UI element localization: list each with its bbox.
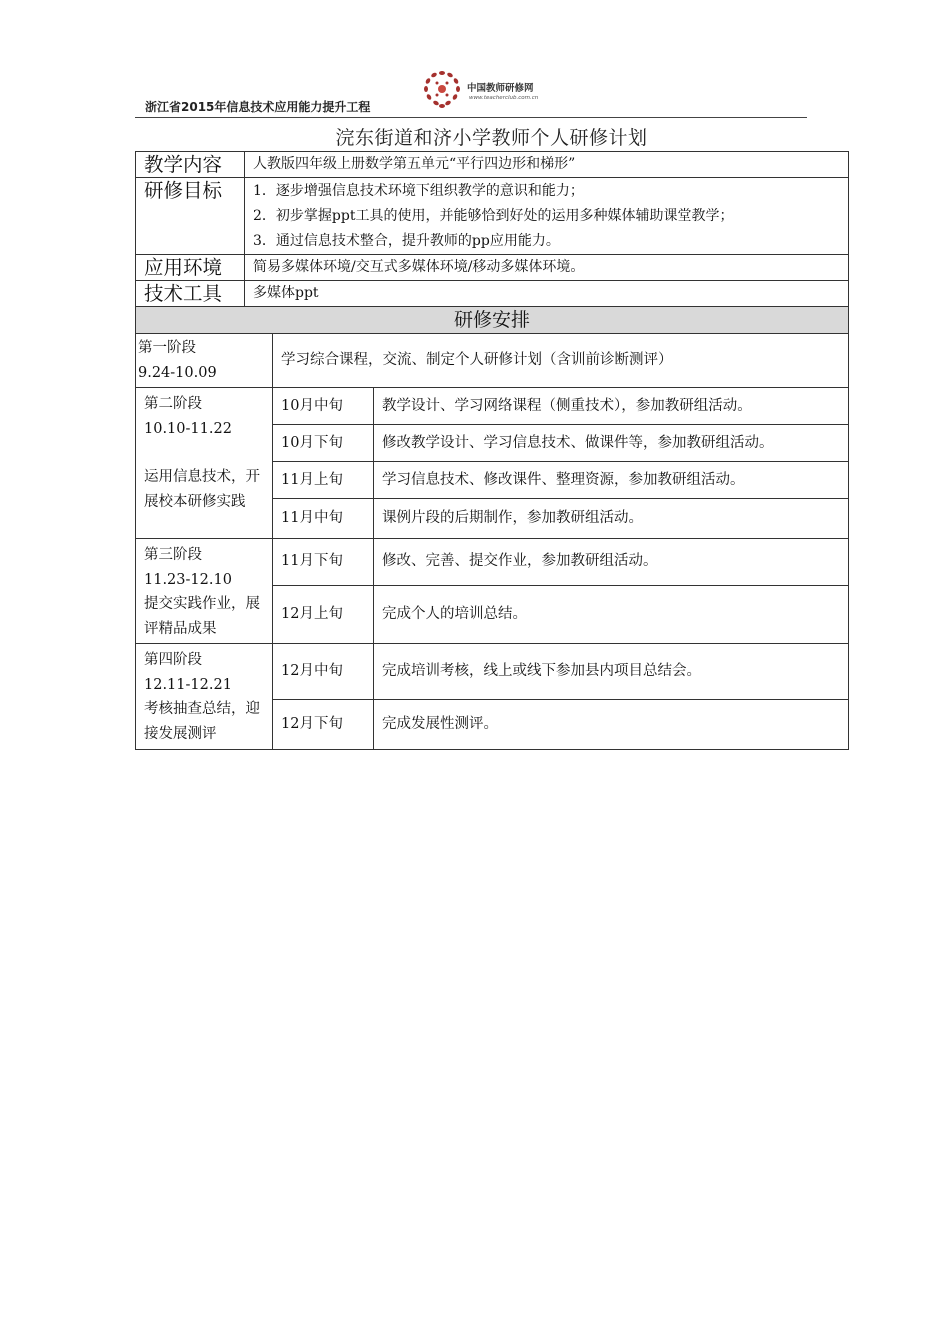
tools-label: 技术工具 [136, 281, 245, 307]
header-divider [135, 117, 807, 118]
content-value: 人教版四年级上册数学第五单元“平行四边形和梯形” [245, 152, 849, 178]
schedule-section-title: 研修安排 [136, 307, 849, 334]
stage3-dates: 11.23-12.10 [144, 571, 232, 588]
task-cell: 学习信息技术、修改课件、整理资源，参加教研组活动。 [374, 462, 849, 499]
goals-label: 研修目标 [136, 178, 245, 255]
stage1-name: 第一阶段 [138, 340, 196, 356]
stage2-name: 第二阶段 [144, 396, 202, 412]
task-cell: 课例片段的后期制作，参加教研组活动。 [374, 499, 849, 539]
month-cell: 10月中旬 [273, 388, 374, 425]
goals-list [245, 178, 849, 255]
page-header [135, 60, 807, 118]
schedule-section-row [136, 307, 849, 334]
plan-table [135, 151, 849, 750]
stage4-name: 第四阶段 [144, 652, 202, 668]
environment-row [136, 255, 849, 281]
task-cell: 完成个人的培训总结。 [374, 585, 849, 643]
tools-row [136, 281, 849, 307]
project-title: 浙江省2015年信息技术应用能力提升工程 [145, 100, 371, 114]
teacherclub-logo-icon [417, 68, 467, 110]
stage3-cell [136, 539, 273, 644]
logo-url: www.teacherclub.com.cn [469, 95, 539, 101]
environment-label: 应用环境 [136, 255, 245, 281]
stage1-task: 学习综合课程，交流、制定个人研修计划（含训前诊断测评） [273, 334, 849, 388]
stage4-cell [136, 644, 273, 750]
tools-value: 多媒体ppt [245, 281, 849, 307]
month-cell: 12月上旬 [273, 585, 374, 643]
month-cell: 11月上旬 [273, 462, 374, 499]
schedule-row [136, 539, 849, 586]
month-cell: 12月下旬 [273, 700, 374, 750]
month-cell: 10月下旬 [273, 425, 374, 462]
goal-item: 3．通过信息技术整合，提升教师的pp应用能力。 [253, 233, 560, 249]
task-cell: 完成发展性测评。 [374, 700, 849, 750]
goal-item: 2．初步掌握ppt工具的使用，并能够恰到好处的运用多种媒体辅助课堂教学； [253, 208, 734, 224]
stage2-desc: 运用信息技术，开展校本研修实践 [144, 469, 260, 510]
stage1-cell [136, 334, 273, 388]
goal-item: 1．逐步增强信息技术环境下组织教学的意识和能力； [253, 183, 584, 199]
environment-value: 简易多媒体环境/交互式多媒体环境/移动多媒体环境。 [245, 255, 849, 281]
goals-row [136, 178, 849, 255]
month-cell: 11月中旬 [273, 499, 374, 539]
month-cell: 11月下旬 [273, 539, 374, 586]
stage2-dates: 10.10-11.22 [144, 420, 232, 437]
stage3-desc: 提交实践作业，展评精品成果 [144, 596, 260, 637]
logo-name: 中国教师研修网 [467, 83, 534, 94]
stage2-cell [136, 388, 273, 539]
stage1-row [136, 334, 849, 388]
stage4-desc: 考核抽查总结，迎接发展测评 [144, 701, 260, 742]
schedule-row [136, 644, 849, 700]
logo [417, 68, 567, 110]
schedule-row [136, 388, 849, 425]
stage3-name: 第三阶段 [144, 547, 202, 563]
stage4-dates: 12.11-12.21 [144, 676, 232, 693]
task-cell: 教学设计、学习网络课程（侧重技术），参加教研组活动。 [374, 388, 849, 425]
stage1-dates: 9.24-10.09 [138, 364, 217, 381]
content-label: 教学内容 [136, 152, 245, 178]
document-title: 浣东街道和济小学教师个人研修计划 [335, 127, 648, 149]
month-cell: 12月中旬 [273, 644, 374, 700]
task-cell: 修改、完善、提交作业，参加教研组活动。 [374, 539, 849, 586]
content-row [136, 152, 849, 178]
task-cell: 完成培训考核，线上或线下参加县内项目总结会。 [374, 644, 849, 700]
task-cell: 修改教学设计、学习信息技术、做课件等，参加教研组活动。 [374, 425, 849, 462]
